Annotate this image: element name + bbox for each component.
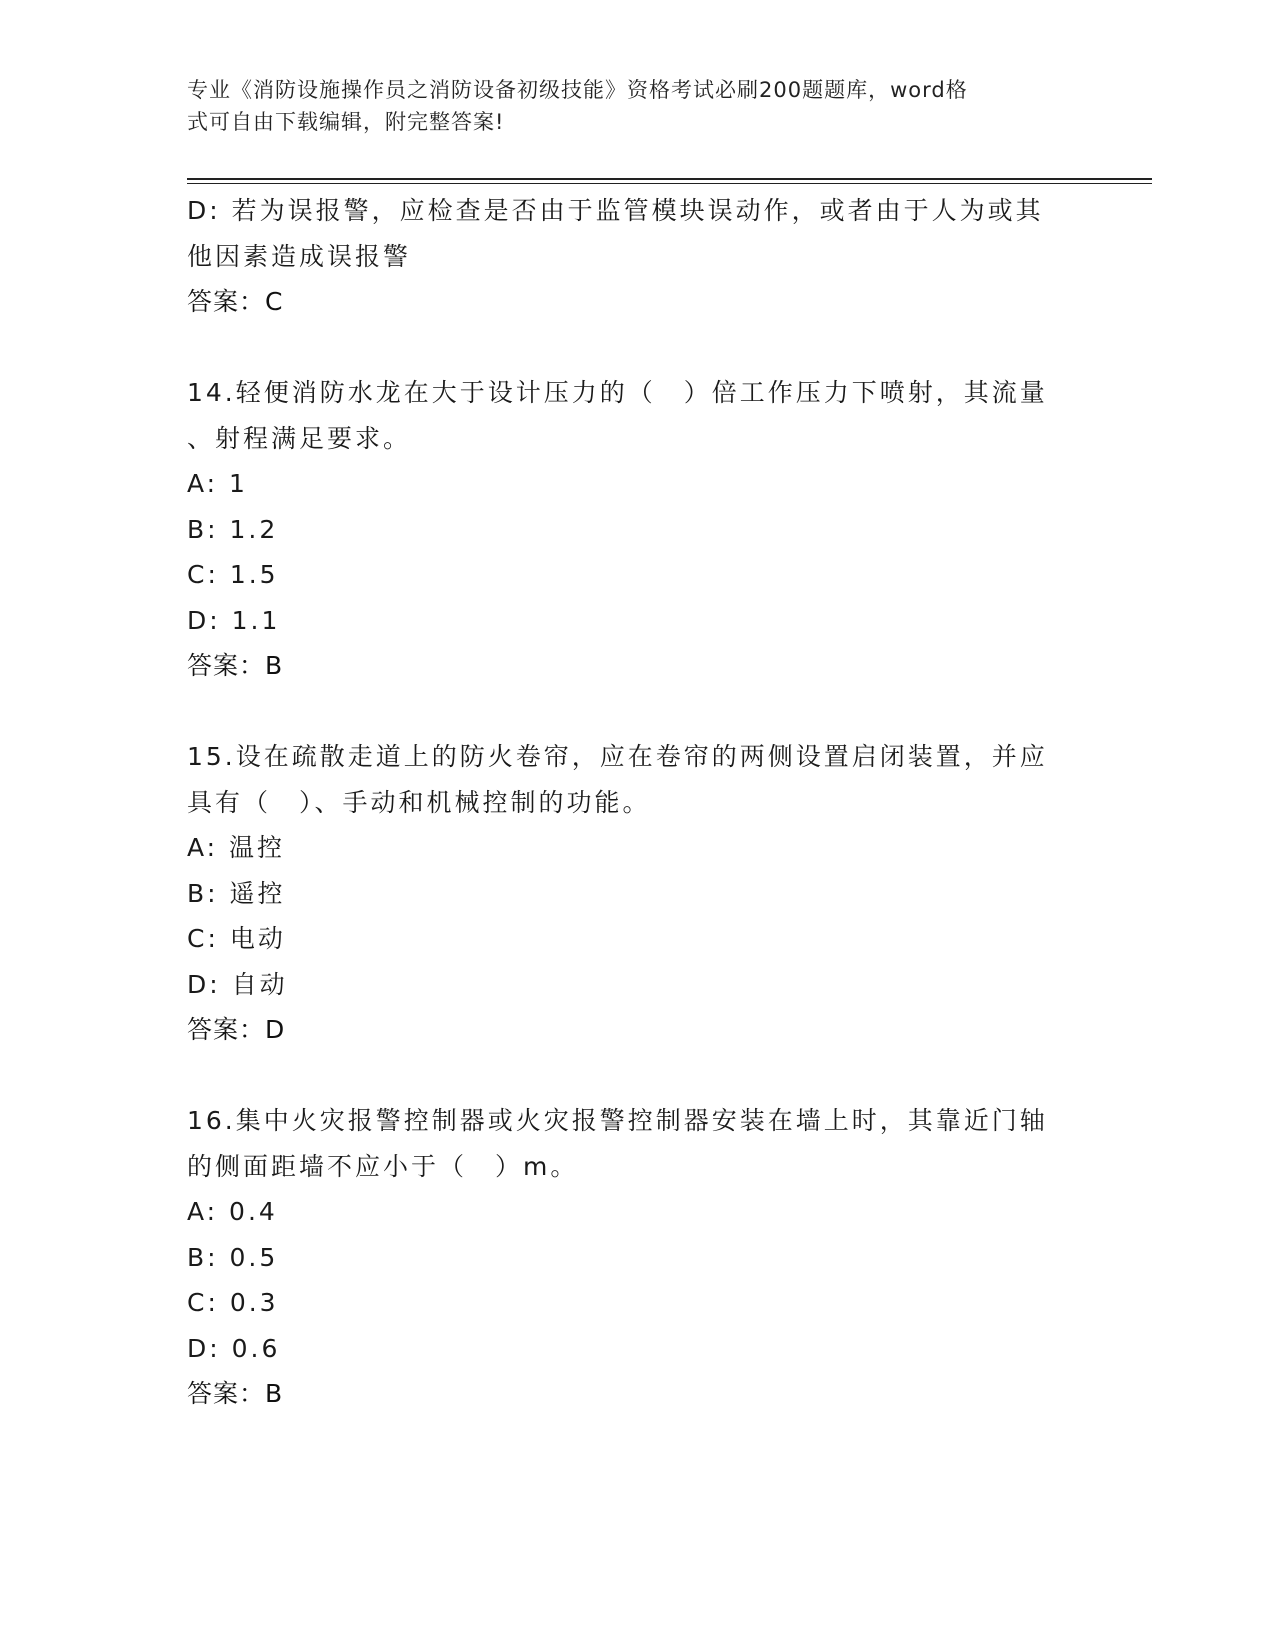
option-c: C: 电动	[187, 924, 286, 953]
header-divider-thick	[187, 178, 1152, 180]
option-c: C: 1.5	[187, 560, 279, 589]
option-d-line-1: D: 若为误报警，应检查是否由于监管模块误动作，或者由于人为或其	[187, 196, 1044, 225]
spacer	[187, 1053, 1087, 1099]
header-divider-thin	[187, 183, 1152, 184]
question-list	[187, 188, 1087, 1417]
option-a: A: 温控	[187, 833, 286, 862]
answer-label: 答案：D	[187, 1015, 286, 1044]
answer-label: 答案：B	[187, 651, 284, 680]
option-b: B: 1.2	[187, 514, 279, 544]
option-a: A: 1	[187, 469, 248, 498]
option-d: D: 1.1	[187, 605, 281, 635]
option-b: B: 0.5	[187, 1242, 279, 1272]
option-c: C: 0.3	[187, 1288, 279, 1317]
question-15	[187, 734, 1087, 1053]
spacer	[187, 689, 1087, 735]
question-stem-line-1: 14.轻便消防水龙在大于设计压力的（ ）倍工作压力下喷射，其流量	[187, 378, 1048, 407]
option-a: A: 0.4	[187, 1197, 278, 1226]
header-title-line-2: 式可自由下载编辑，附完整答案!	[187, 110, 505, 134]
option-d: D: 自动	[187, 969, 288, 999]
question-13-continuation	[187, 188, 1087, 325]
option-d: D: 0.6	[187, 1333, 281, 1363]
question-14	[187, 370, 1087, 689]
question-stem-line-1: 16.集中火灾报警控制器或火灾报警控制器安装在墙上时，其靠近门轴	[187, 1106, 1048, 1135]
question-16	[187, 1098, 1087, 1417]
question-stem-line-1: 15.设在疏散走道上的防火卷帘，应在卷帘的两侧设置启闭装置，并应	[187, 742, 1048, 771]
question-stem-line-2: 的侧面距墙不应小于（ ）m。	[187, 1151, 579, 1181]
answer-label: 答案：C	[187, 287, 284, 316]
document-header	[187, 74, 1067, 138]
header-title-line-1: 专业《消防设施操作员之消防设备初级技能》资格考试必刷200题题库，word格	[187, 78, 968, 102]
option-d-line-2: 他因素造成误报警	[187, 241, 412, 271]
option-b: B: 遥控	[187, 878, 286, 908]
spacer	[187, 325, 1087, 371]
question-stem-line-2: 、射程满足要求。	[187, 423, 412, 453]
question-stem-line-2: 具有（ ）、手动和机械控制的功能。	[187, 787, 651, 817]
answer-label: 答案：B	[187, 1379, 284, 1408]
